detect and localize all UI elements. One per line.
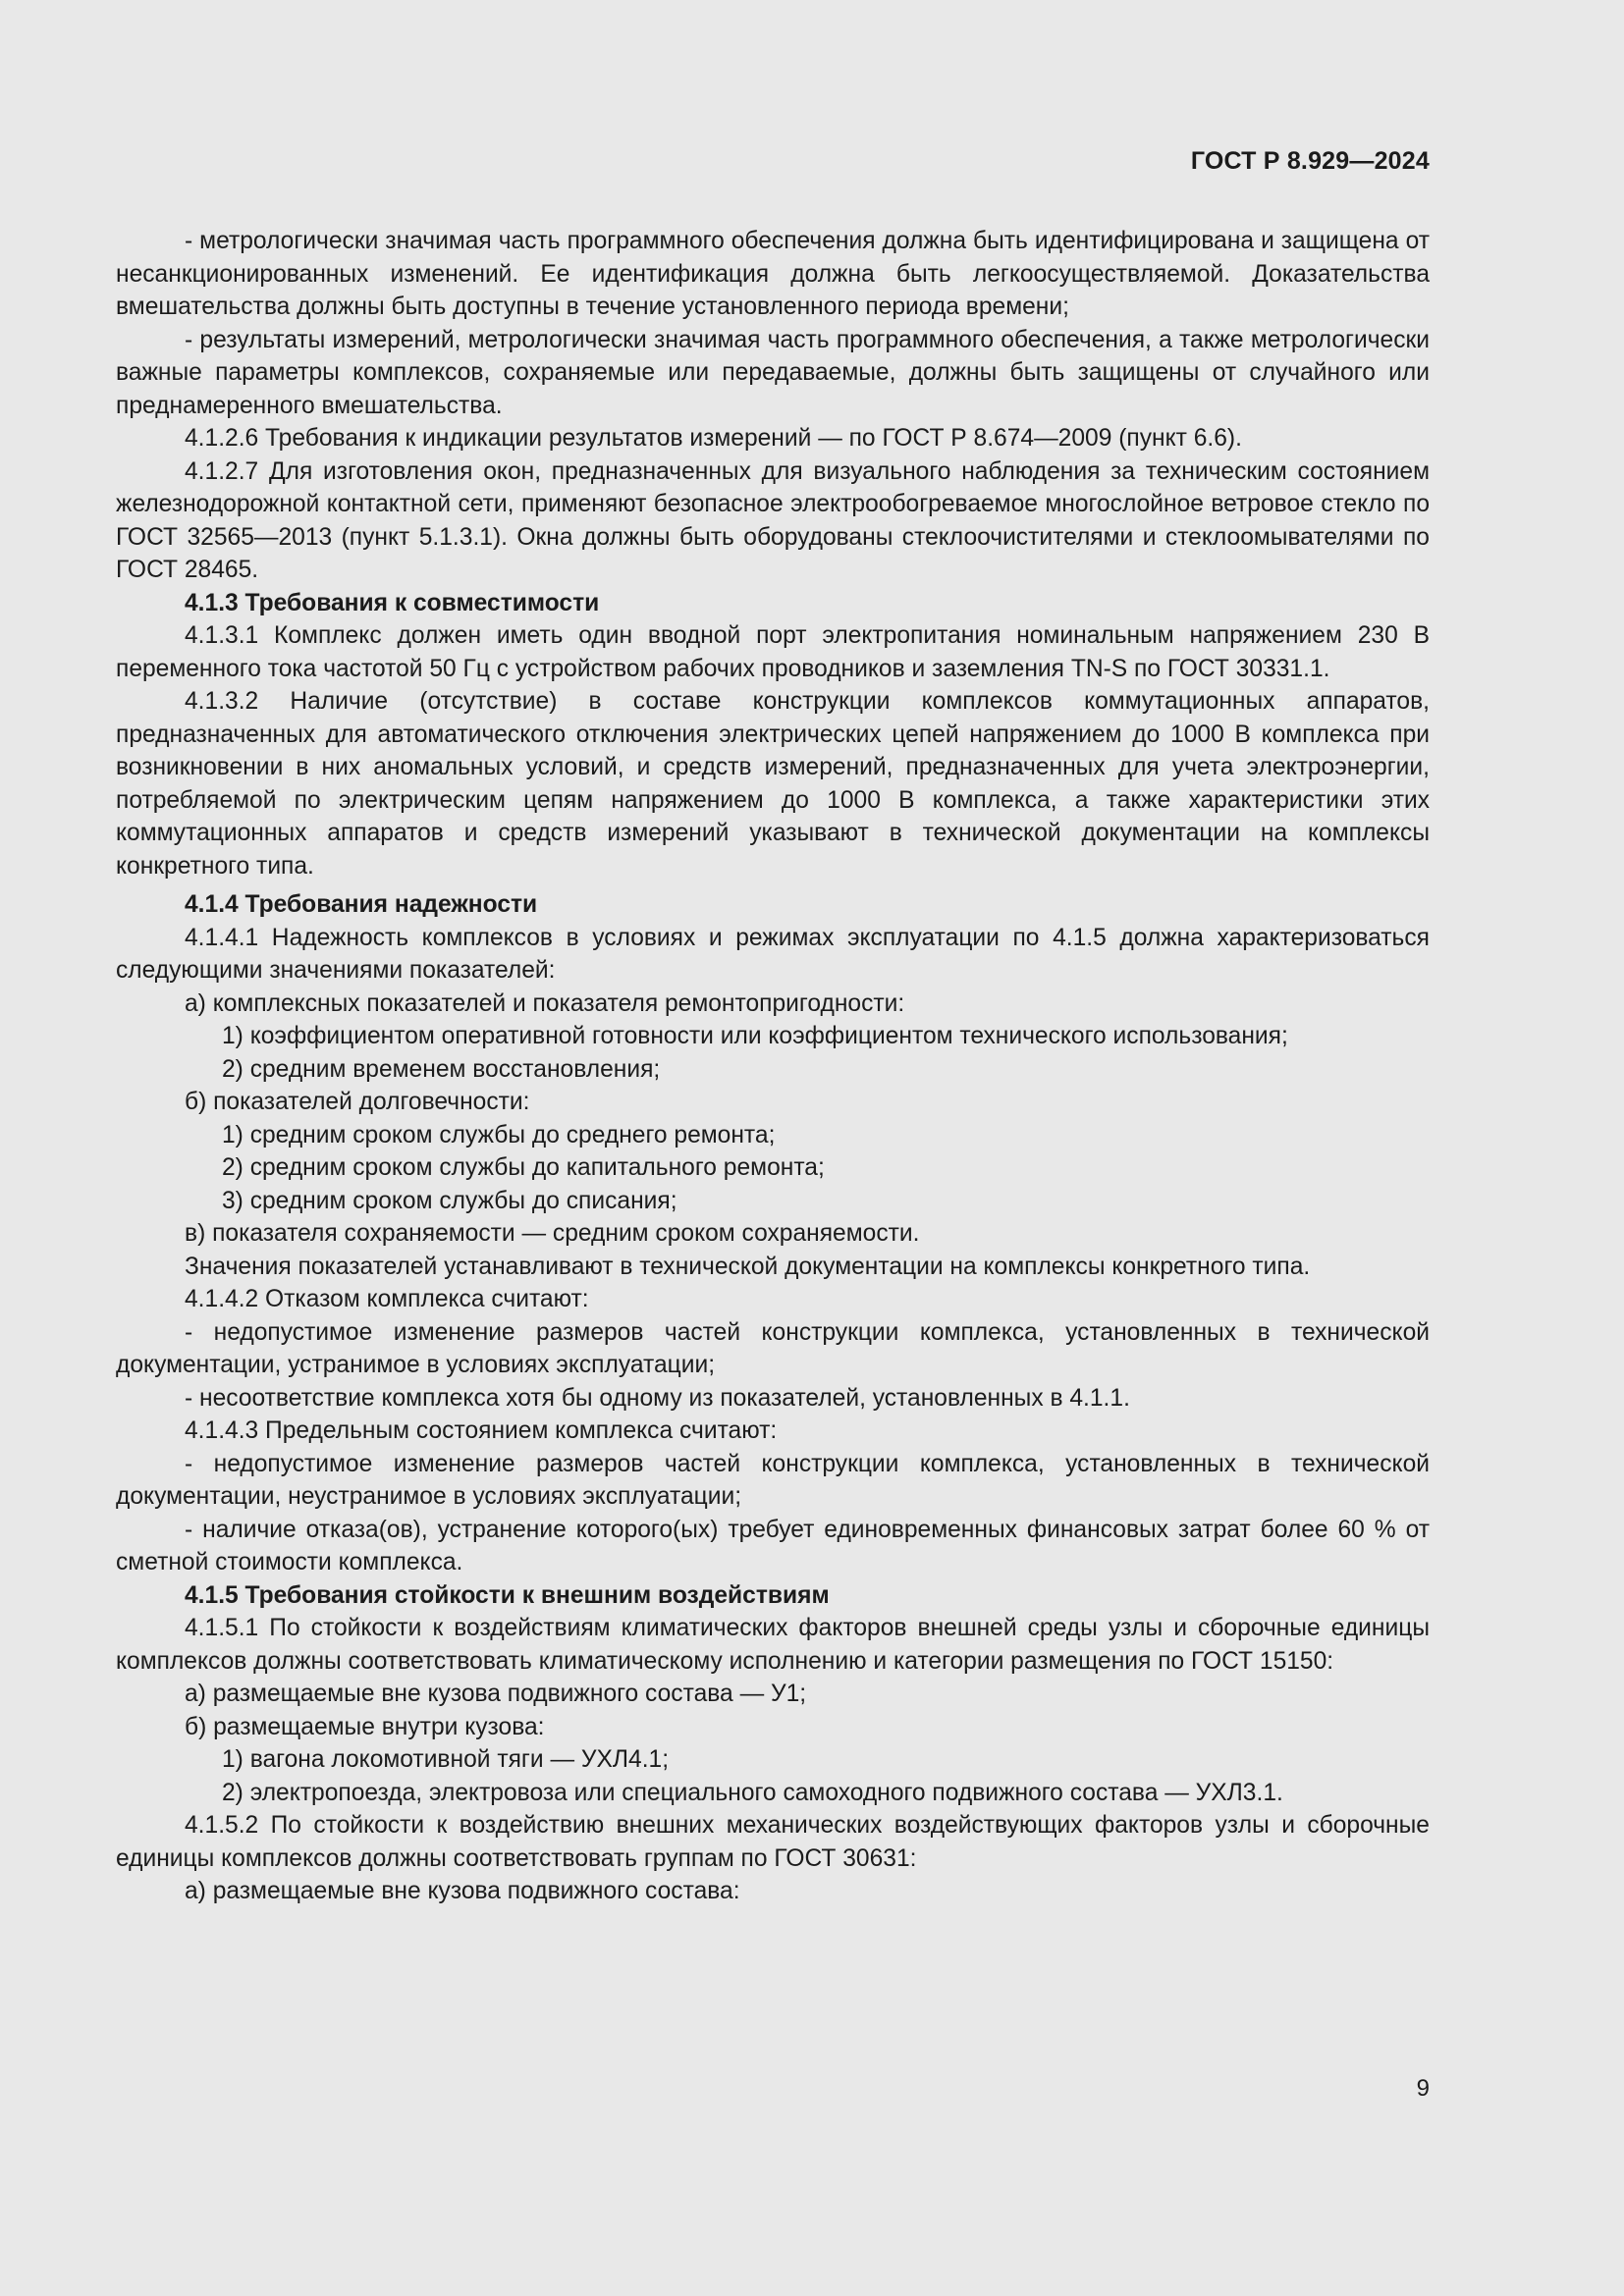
list-item-a-complex-indicators: а) комплексных показателей и показателя ремонтопригодности: — [185, 989, 905, 1017]
document-body — [116, 225, 1430, 1908]
list-item-v-storability: в) показателя сохраняемости — средним сроком сохраняемости. — [185, 1220, 920, 1247]
list-item-3-write-off: 3) средним сроком службы до списания; — [222, 1187, 677, 1214]
paragraph-failure-nonconformity: - несоответствие комплекса хотя бы одному из показателей, установленных в 4.1.1. — [185, 1384, 1130, 1412]
page-number: 9 — [1416, 2075, 1430, 2102]
paragraph-4-1-4-1: 4.1.4.1 Надежность комплексов в условиях и режимах эксплуатации по 4.1.5 должна характеризоваться следующими значениями показателей: — [116, 924, 1430, 984]
paragraph-software-identification: - метрологически значимая часть программного обеспечения должна быть идентифицирована и защищена от несанкционированных изменений. Ее идентификация должна быть легкоосуществляемой. Доказательства вмешательства должны быть доступны в течение установленного периода времени; — [116, 228, 1430, 320]
list-item-1-medium-repair: 1) средним сроком службы до среднего ремонта; — [222, 1121, 776, 1148]
heading-4-1-3: 4.1.3 Требования к совместимости — [185, 589, 600, 616]
document-code-header: ГОСТ Р 8.929—2024 — [1190, 147, 1430, 175]
paragraph-4-1-3-2: 4.1.3.2 Наличие (отсутствие) в составе конструкции комплексов коммутационных аппаратов, предназначенных для автоматического отключения электрических цепей напряжением до 1000 В комплекса при возникновении в них аномальных условий, и средств измерений, предназначенных для учета электроэнергии, потребляемой по электрическим цепям напряжением до 1000 В комплекса, а также характеристики этих коммутационных аппаратов и средств измерений указывают в технической документации на комплексы конкретного типа. — [116, 688, 1430, 880]
paragraph-4-1-2-6: 4.1.2.6 Требования к индикации результатов измерений — по ГОСТ Р 8.674—2009 (пункт 6.6). — [185, 425, 1242, 452]
paragraph-4-1-4-2: 4.1.4.2 Отказом комплекса считают: — [185, 1286, 589, 1312]
paragraph-limit-size-change: - недопустимое изменение размеров частей конструкции комплекса, установленных в технической документации, неустранимое в условиях эксплуатации; — [116, 1450, 1430, 1510]
list-item-2-capital-repair: 2) средним сроком службы до капитального ремонта; — [222, 1154, 825, 1181]
list-item-2-electric-train: 2) электропоезда, электровоза или специального самоходного подвижного состава — УХЛ3.1. — [222, 1779, 1283, 1806]
paragraph-data-protection: - результаты измерений, метрологически значимая часть программного обеспечения, а также метрологически важные параметры комплексов, сохраняемые или передаваемые, должны быть защищены от случайного или преднамеренного вмешательства. — [116, 326, 1430, 419]
paragraph-4-1-5-1: 4.1.5.1 По стойкости к воздействиям климатических факторов внешней среды узлы и сборочные единицы комплексов должны соответствовать климатическому исполнению и категории размещения по ГОСТ 15150: — [116, 1615, 1430, 1675]
list-item-1-locomotive-car: 1) вагона локомотивной тяги — УХЛ4.1; — [222, 1746, 670, 1773]
heading-4-1-4: 4.1.4 Требования надежности — [185, 891, 538, 918]
list-item-2-recovery-time: 2) средним временем восстановления; — [222, 1055, 661, 1083]
paragraph-limit-failure-costs: - наличие отказа(ов), устранение которого(ых) требует единовременных финансовых затрат более 60 % от сметной стоимости комплекса. — [116, 1516, 1430, 1575]
list-item-b-inside-body: б) размещаемые внутри кузова: — [185, 1713, 545, 1740]
paragraph-4-1-4-3: 4.1.4.3 Предельным состоянием комплекса считают: — [185, 1417, 778, 1444]
paragraph-4-1-5-2: 4.1.5.2 По стойкости к воздействию внешних механических воздействующих факторов узлы и сборочные единицы комплексов должны соответствовать группам по ГОСТ 30631: — [116, 1812, 1430, 1872]
paragraph-failure-size-change: - недопустимое изменение размеров частей конструкции комплекса, установленных в технической документации, устранимое в условиях эксплуатации; — [116, 1318, 1430, 1378]
list-item-a-outside-body: а) размещаемые вне кузова подвижного состава — У1; — [185, 1681, 807, 1707]
paragraph-4-1-2-7: 4.1.2.7 Для изготовления окон, предназначенных для визуального наблюдения за техническим состоянием железнодорожной контактной сети, применяют безопасное электрообогреваемое многослойное ветровое стекло по ГОСТ 32565—2013 (пункт 5.1.3.1). Окна должны быть оборудованы стеклоочистителями и стеклоомывателями по ГОСТ 28465. — [116, 457, 1430, 583]
paragraph-indicator-values: Значения показателей устанавливают в технической документации на комплексы конкретного типа. — [185, 1253, 1311, 1280]
list-item-b-durability: б) показателей долговечности: — [185, 1089, 530, 1115]
paragraph-4-1-3-1: 4.1.3.1 Комплекс должен иметь один вводной порт электропитания номинальным напряжением 230 В переменного тока частотой 50 Гц с устройством рабочих проводников и заземления TN-S по ГОСТ 30331.1. — [116, 622, 1430, 682]
list-item-a-outside-body-mechanical: а) размещаемые вне кузова подвижного состава: — [185, 1878, 740, 1904]
list-item-1-readiness-coefficient: 1) коэффициентом оперативной готовности или коэффициентом технического использования; — [222, 1023, 1288, 1049]
heading-4-1-5: 4.1.5 Требования стойкости к внешним воздействиям — [185, 1581, 830, 1609]
